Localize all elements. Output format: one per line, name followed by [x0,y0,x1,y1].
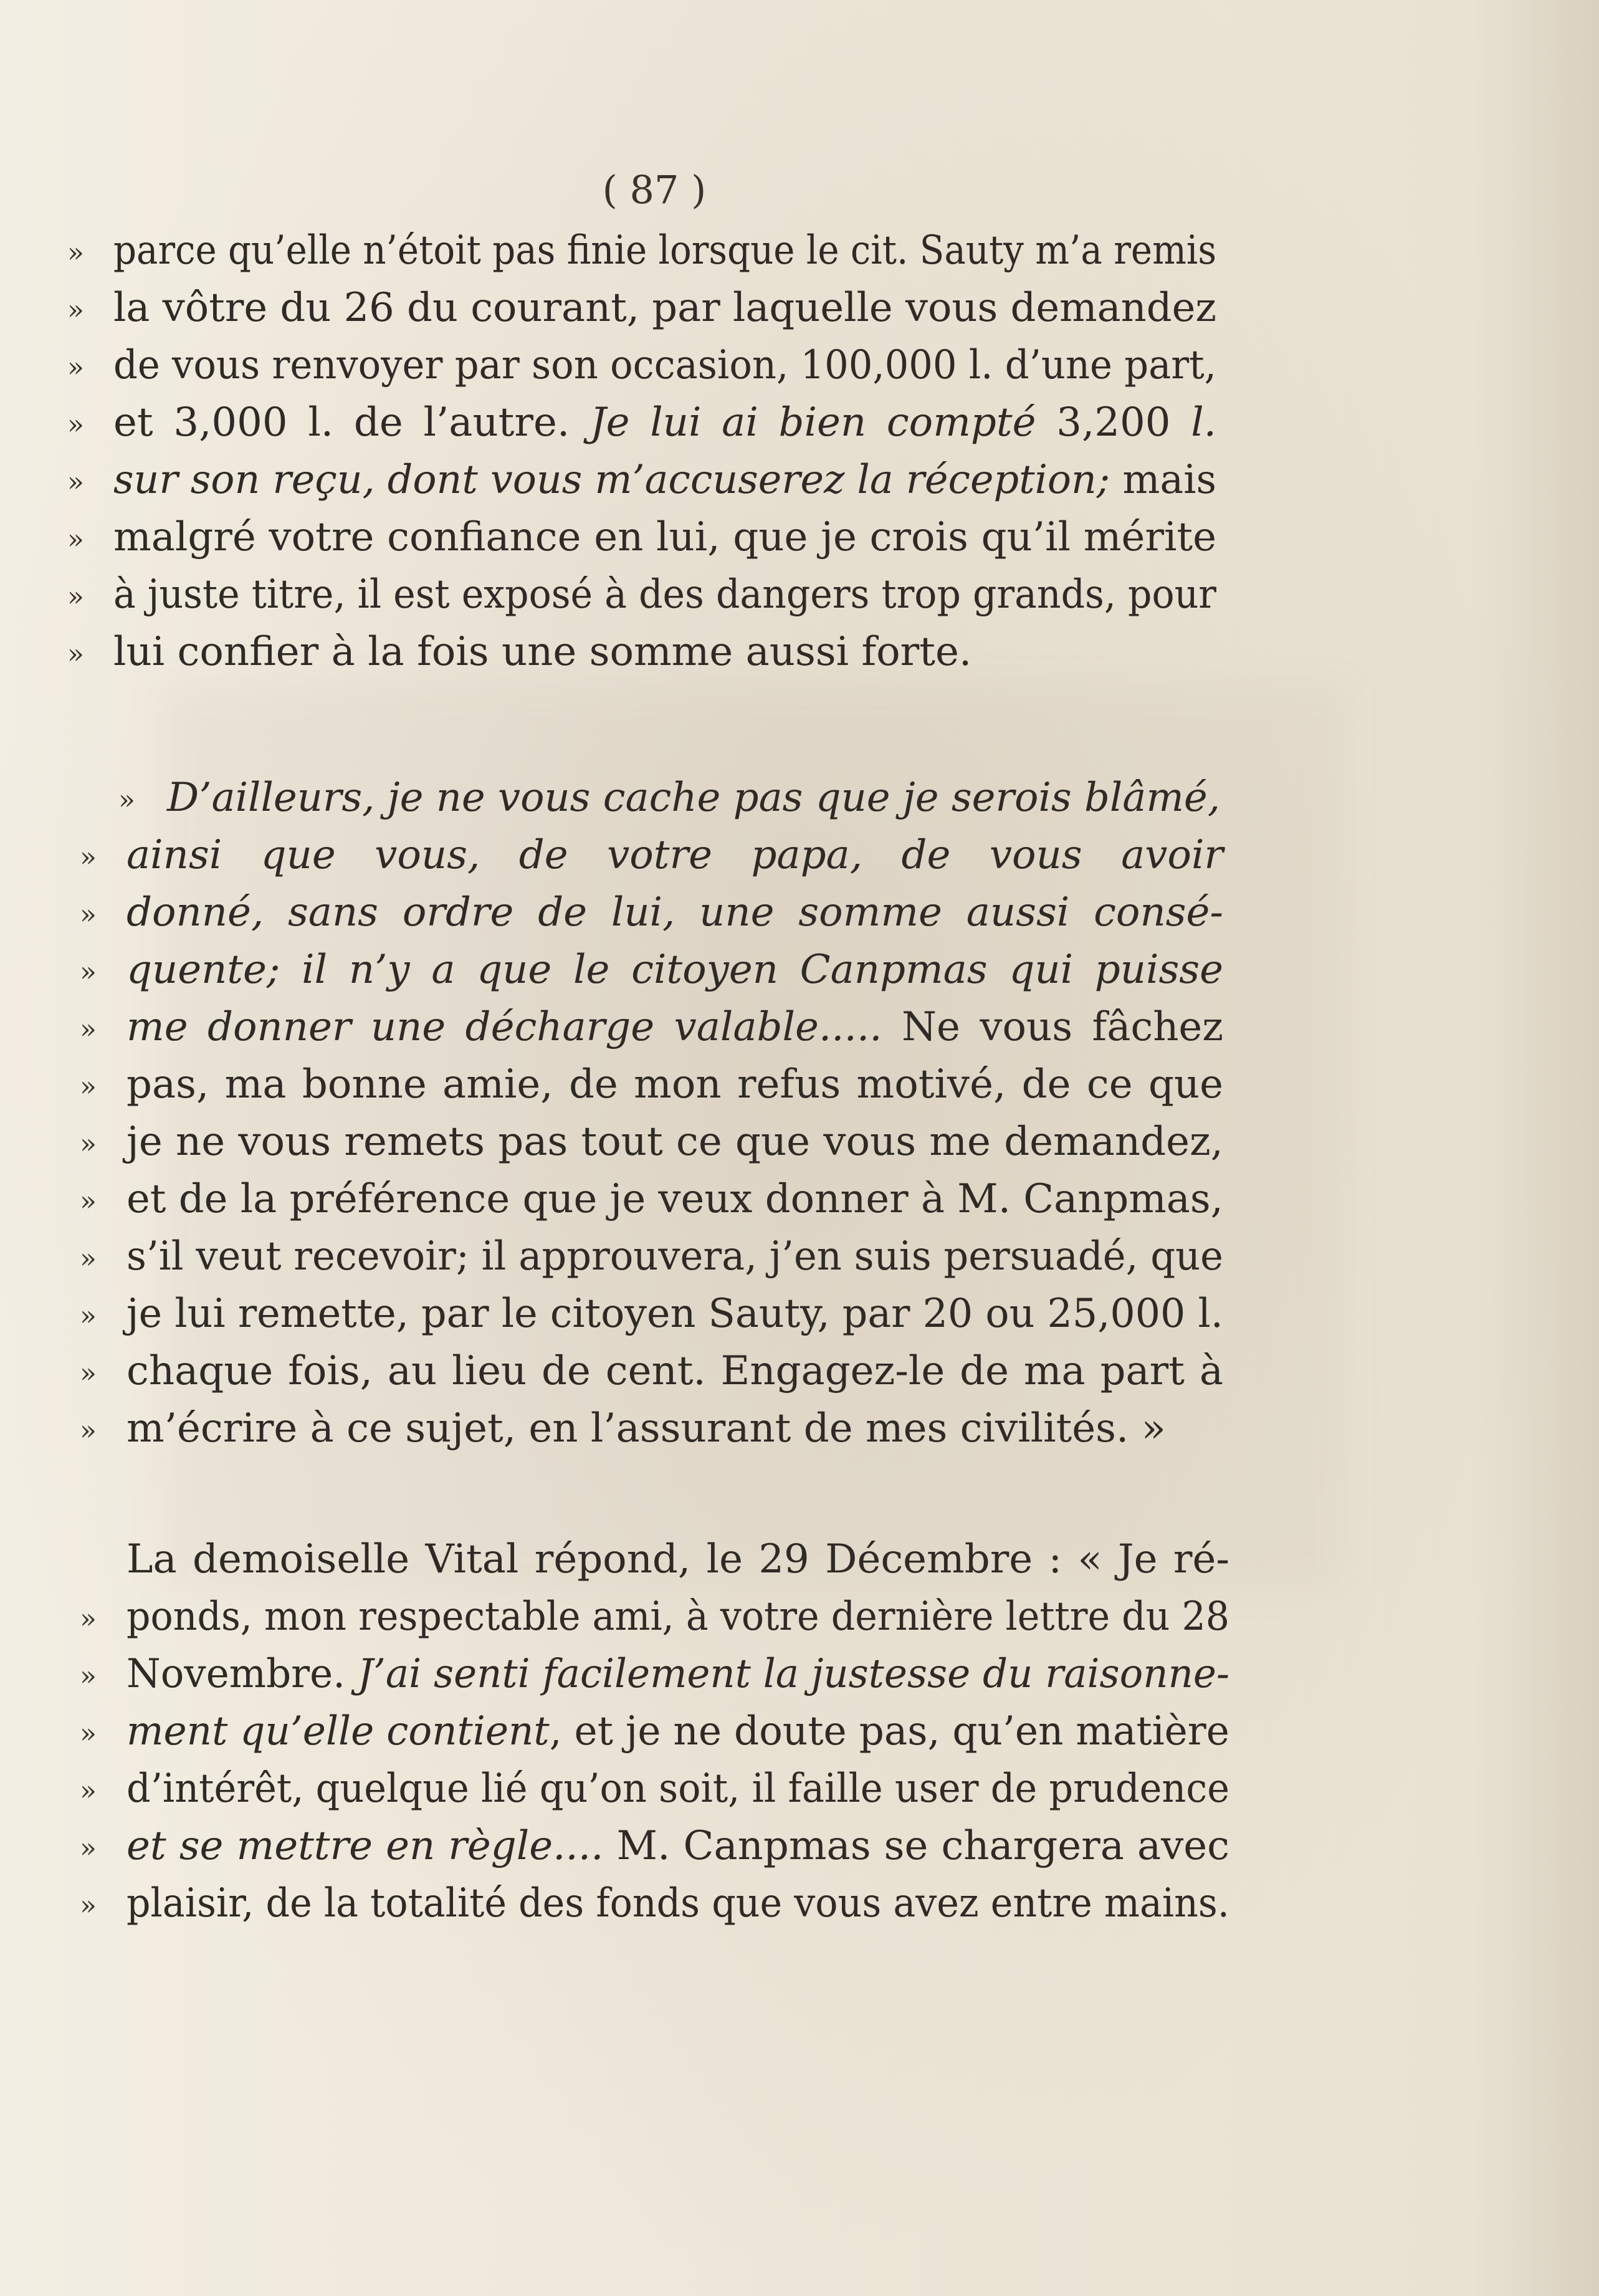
quote-mark: » [80,1300,97,1332]
text-span: pas, ma bonne amie, de mon refus motivé, de ce que [126,1061,1223,1107]
quote-mark: » [80,899,97,930]
text-span: La demoiselle Vital répond, le 29 Décembre : « Je ré- [126,1536,1229,1582]
text-line [126,832,1223,878]
quote-mark: » [80,1185,97,1217]
text-line [126,1405,1166,1452]
quote-mark: » [80,1775,97,1807]
text-line [126,1233,1224,1280]
text-span: je lui remette, par le citoyen Sauty, par 20 ou 25,000 l. [126,1291,1223,1337]
text-span: , et je ne doute pas, qu’en matière [549,1708,1229,1754]
quote-mark: » [80,1415,97,1447]
quote-mark: » [80,1013,97,1045]
quote-mark: » [67,294,84,326]
text-line [126,1176,1223,1222]
text-line [113,457,1216,503]
text-span: plaisir, de la totalité des fonds que vous avez entre mains. [126,1880,1229,1926]
text-span: et 3,000 l. de l’autre. [113,399,590,446]
quote-mark: » [80,956,97,988]
text-line [167,775,1221,821]
quote-mark: » [80,1071,97,1103]
text-line [113,227,1217,274]
text-span: Ne vous fâchez [882,1004,1224,1050]
text-span: d’intérêt, quelque lié qu’on soit, il faille user de prudence [126,1766,1230,1812]
quote-mark: » [118,784,135,816]
quote-mark: » [80,1718,97,1749]
italic-span: Je lui ai bien compté [589,399,1036,446]
italic-span: me donner une décharge valable..... [126,1004,882,1050]
text-line [126,1061,1223,1107]
quote-mark: » [80,1243,97,1275]
italic-span: ment qu’elle contient [126,1708,550,1754]
text-span: mais [1110,457,1216,503]
text-span: 3,200 [1036,399,1191,446]
text-line [126,1766,1230,1812]
quote-mark: » [67,466,84,498]
text-span: s’il veut recevoir; il approuvera, j’en suis persuadé, que [126,1233,1224,1280]
text-line [126,1536,1229,1582]
quote-mark: » [80,841,97,873]
quote-mark: » [67,237,84,269]
quote-mark: » [67,409,84,441]
text-span: la vôtre du 26 du courant, par laquelle vous demandez [113,285,1216,331]
italic-span: donné, sans ordre de lui, une somme aussi consé- [126,889,1223,935]
quote-mark: » [67,638,84,670]
text-span: lui confier à la fois une somme aussi forte. [113,629,972,675]
text-line [113,572,1217,618]
text-line [113,285,1216,331]
text-line [126,1594,1230,1640]
text-span: Novembre. [126,1651,358,1697]
quote-mark: » [80,1660,97,1692]
text-line [126,1823,1230,1869]
text-line [113,514,1216,560]
text-span: parce qu’elle n’étoit pas finie lorsque le cit. Sauty m’a remis [113,227,1217,274]
text-line [113,629,972,675]
text-line [126,1004,1224,1050]
quote-mark: » [67,524,84,555]
quote-mark: » [80,1832,97,1864]
text-line [113,342,1216,388]
text-span: à juste titre, il est exposé à des dangers trop grands, pour [113,572,1217,618]
page-number: ( 87 ) [602,167,707,213]
quote-mark: » [67,352,84,383]
text-span: je ne vous remets pas tout ce que vous me demandez, [126,1119,1223,1165]
text-line [126,1348,1223,1394]
quote-mark: » [80,1357,97,1389]
italic-span: J’ai senti facilement la justesse du raisonne- [357,1651,1230,1697]
text-line [126,1119,1223,1165]
text-span: malgré votre confiance en lui, que je crois qu’il mérite [113,514,1216,560]
quote-mark: » [80,1603,97,1635]
text-span: m’écrire à ce sujet, en l’assurant de mes civilités. » [126,1405,1166,1452]
italic-span: sur son reçu, dont vous m’accuserez la réception; [113,457,1110,503]
quote-mark: » [80,1890,97,1921]
text-line [126,1708,1229,1754]
text-span: ponds, mon respectable ami, à votre dernière lettre du 28 [126,1594,1230,1640]
text-span: M. Canpmas se chargera avec [603,1823,1230,1869]
text-line [126,947,1223,993]
text-line [126,1291,1223,1337]
text-line [126,1880,1229,1926]
text-line [126,1651,1230,1697]
italic-span: quente; il n’y a que le citoyen Canpmas qui puisse [126,947,1223,993]
text-span: et de la préférence que je veux donner à M. Canpmas, [126,1176,1223,1222]
text-line [126,889,1223,935]
text-line [113,399,1217,446]
quote-mark: » [67,581,84,613]
italic-span: ainsi que vous, de votre papa, de vous avoir [126,832,1223,878]
italic-span: et se mettre en règle.... [126,1823,604,1869]
text-span: de vous renvoyer par son occasion, 100,000 l. d’une part, [113,342,1216,388]
italic-span: D’ailleurs, je ne vous cache pas que je serois blâmé, [167,775,1221,821]
italic-span: l. [1191,399,1217,446]
quote-mark: » [80,1128,97,1160]
text-span: chaque fois, au lieu de cent. Engagez-le de ma part à [126,1348,1223,1394]
